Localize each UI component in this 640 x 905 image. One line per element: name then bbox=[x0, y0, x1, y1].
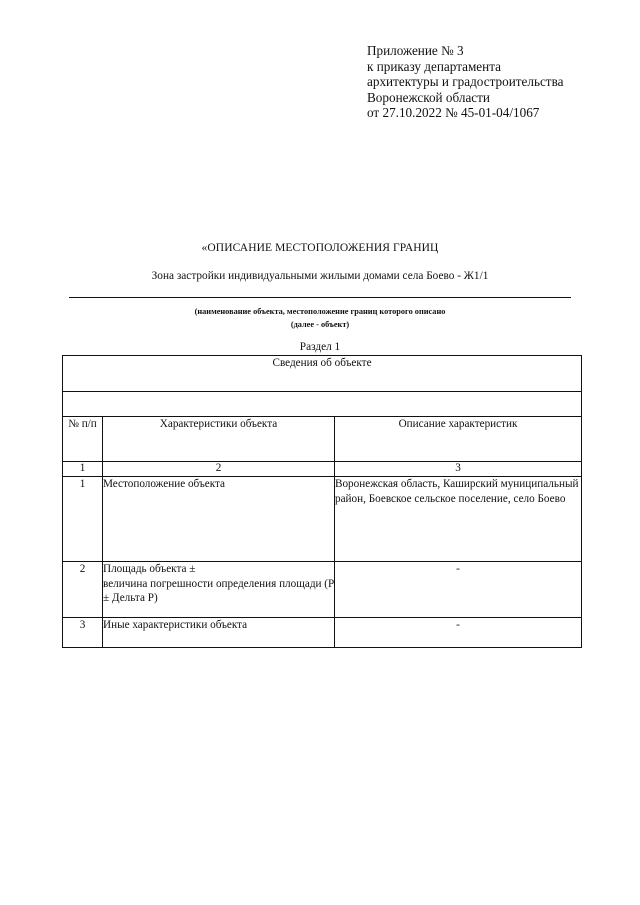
row-description: - bbox=[335, 562, 582, 618]
row-characteristic: Местоположение объекта bbox=[103, 477, 335, 562]
table-blank-row bbox=[63, 392, 582, 417]
column-header-description: Описание характеристик bbox=[335, 417, 582, 462]
object-name-underline bbox=[69, 297, 571, 298]
section-label: Раздел 1 bbox=[299, 341, 341, 353]
table-heading-row bbox=[63, 356, 582, 392]
object-info-table bbox=[62, 355, 582, 648]
appendix-line: Воронежской области bbox=[367, 89, 490, 105]
row-description: - bbox=[335, 618, 582, 648]
table-row bbox=[63, 562, 582, 618]
appendix-line: Приложение № 3 bbox=[367, 43, 464, 58]
row-characteristic bbox=[103, 562, 335, 618]
table-blank-cell bbox=[63, 392, 582, 417]
table-row bbox=[63, 477, 582, 562]
column-number: 2 bbox=[103, 462, 335, 477]
column-header-characteristic: Характеристики объекта bbox=[103, 417, 335, 462]
appendix-line: к приказу департамента bbox=[367, 58, 501, 74]
appendix-block bbox=[367, 43, 563, 121]
column-number: 1 bbox=[63, 462, 103, 477]
row-characteristic-line: величина погрешности определения площади (P ± Дельта P) bbox=[103, 577, 334, 604]
caption-line: (далее - объект) bbox=[290, 320, 350, 329]
table-header-row bbox=[63, 417, 582, 462]
row-number: 2 bbox=[63, 562, 103, 618]
appendix-line: от 27.10.2022 № 45-01-04/1067 bbox=[367, 105, 540, 121]
object-name: Зона застройки индивидуальными жилыми домами села Боево - Ж1/1 bbox=[151, 270, 489, 282]
table-row bbox=[63, 618, 582, 648]
object-name-caption bbox=[0, 305, 640, 331]
row-characteristic-line: Площадь объекта ± bbox=[103, 563, 196, 575]
row-characteristic: Иные характеристики объекта bbox=[103, 618, 335, 648]
row-number: 1 bbox=[63, 477, 103, 562]
column-number: 3 bbox=[335, 462, 582, 477]
row-number: 3 bbox=[63, 618, 103, 648]
appendix-line: архитектуры и градостроительства bbox=[367, 74, 564, 90]
document-title: «ОПИСАНИЕ МЕСТОПОЛОЖЕНИЯ ГРАНИЦ bbox=[201, 242, 439, 254]
table-heading: Сведения об объекте bbox=[63, 356, 582, 392]
column-number-row bbox=[63, 462, 582, 477]
caption-line: (наименование объекта, местоположение границ которого описано bbox=[194, 307, 446, 316]
column-header-number: № п/п bbox=[63, 417, 103, 462]
row-description: Воронежская область, Каширский муниципальный район, Боевское сельское поселение, село Боево bbox=[335, 477, 582, 562]
